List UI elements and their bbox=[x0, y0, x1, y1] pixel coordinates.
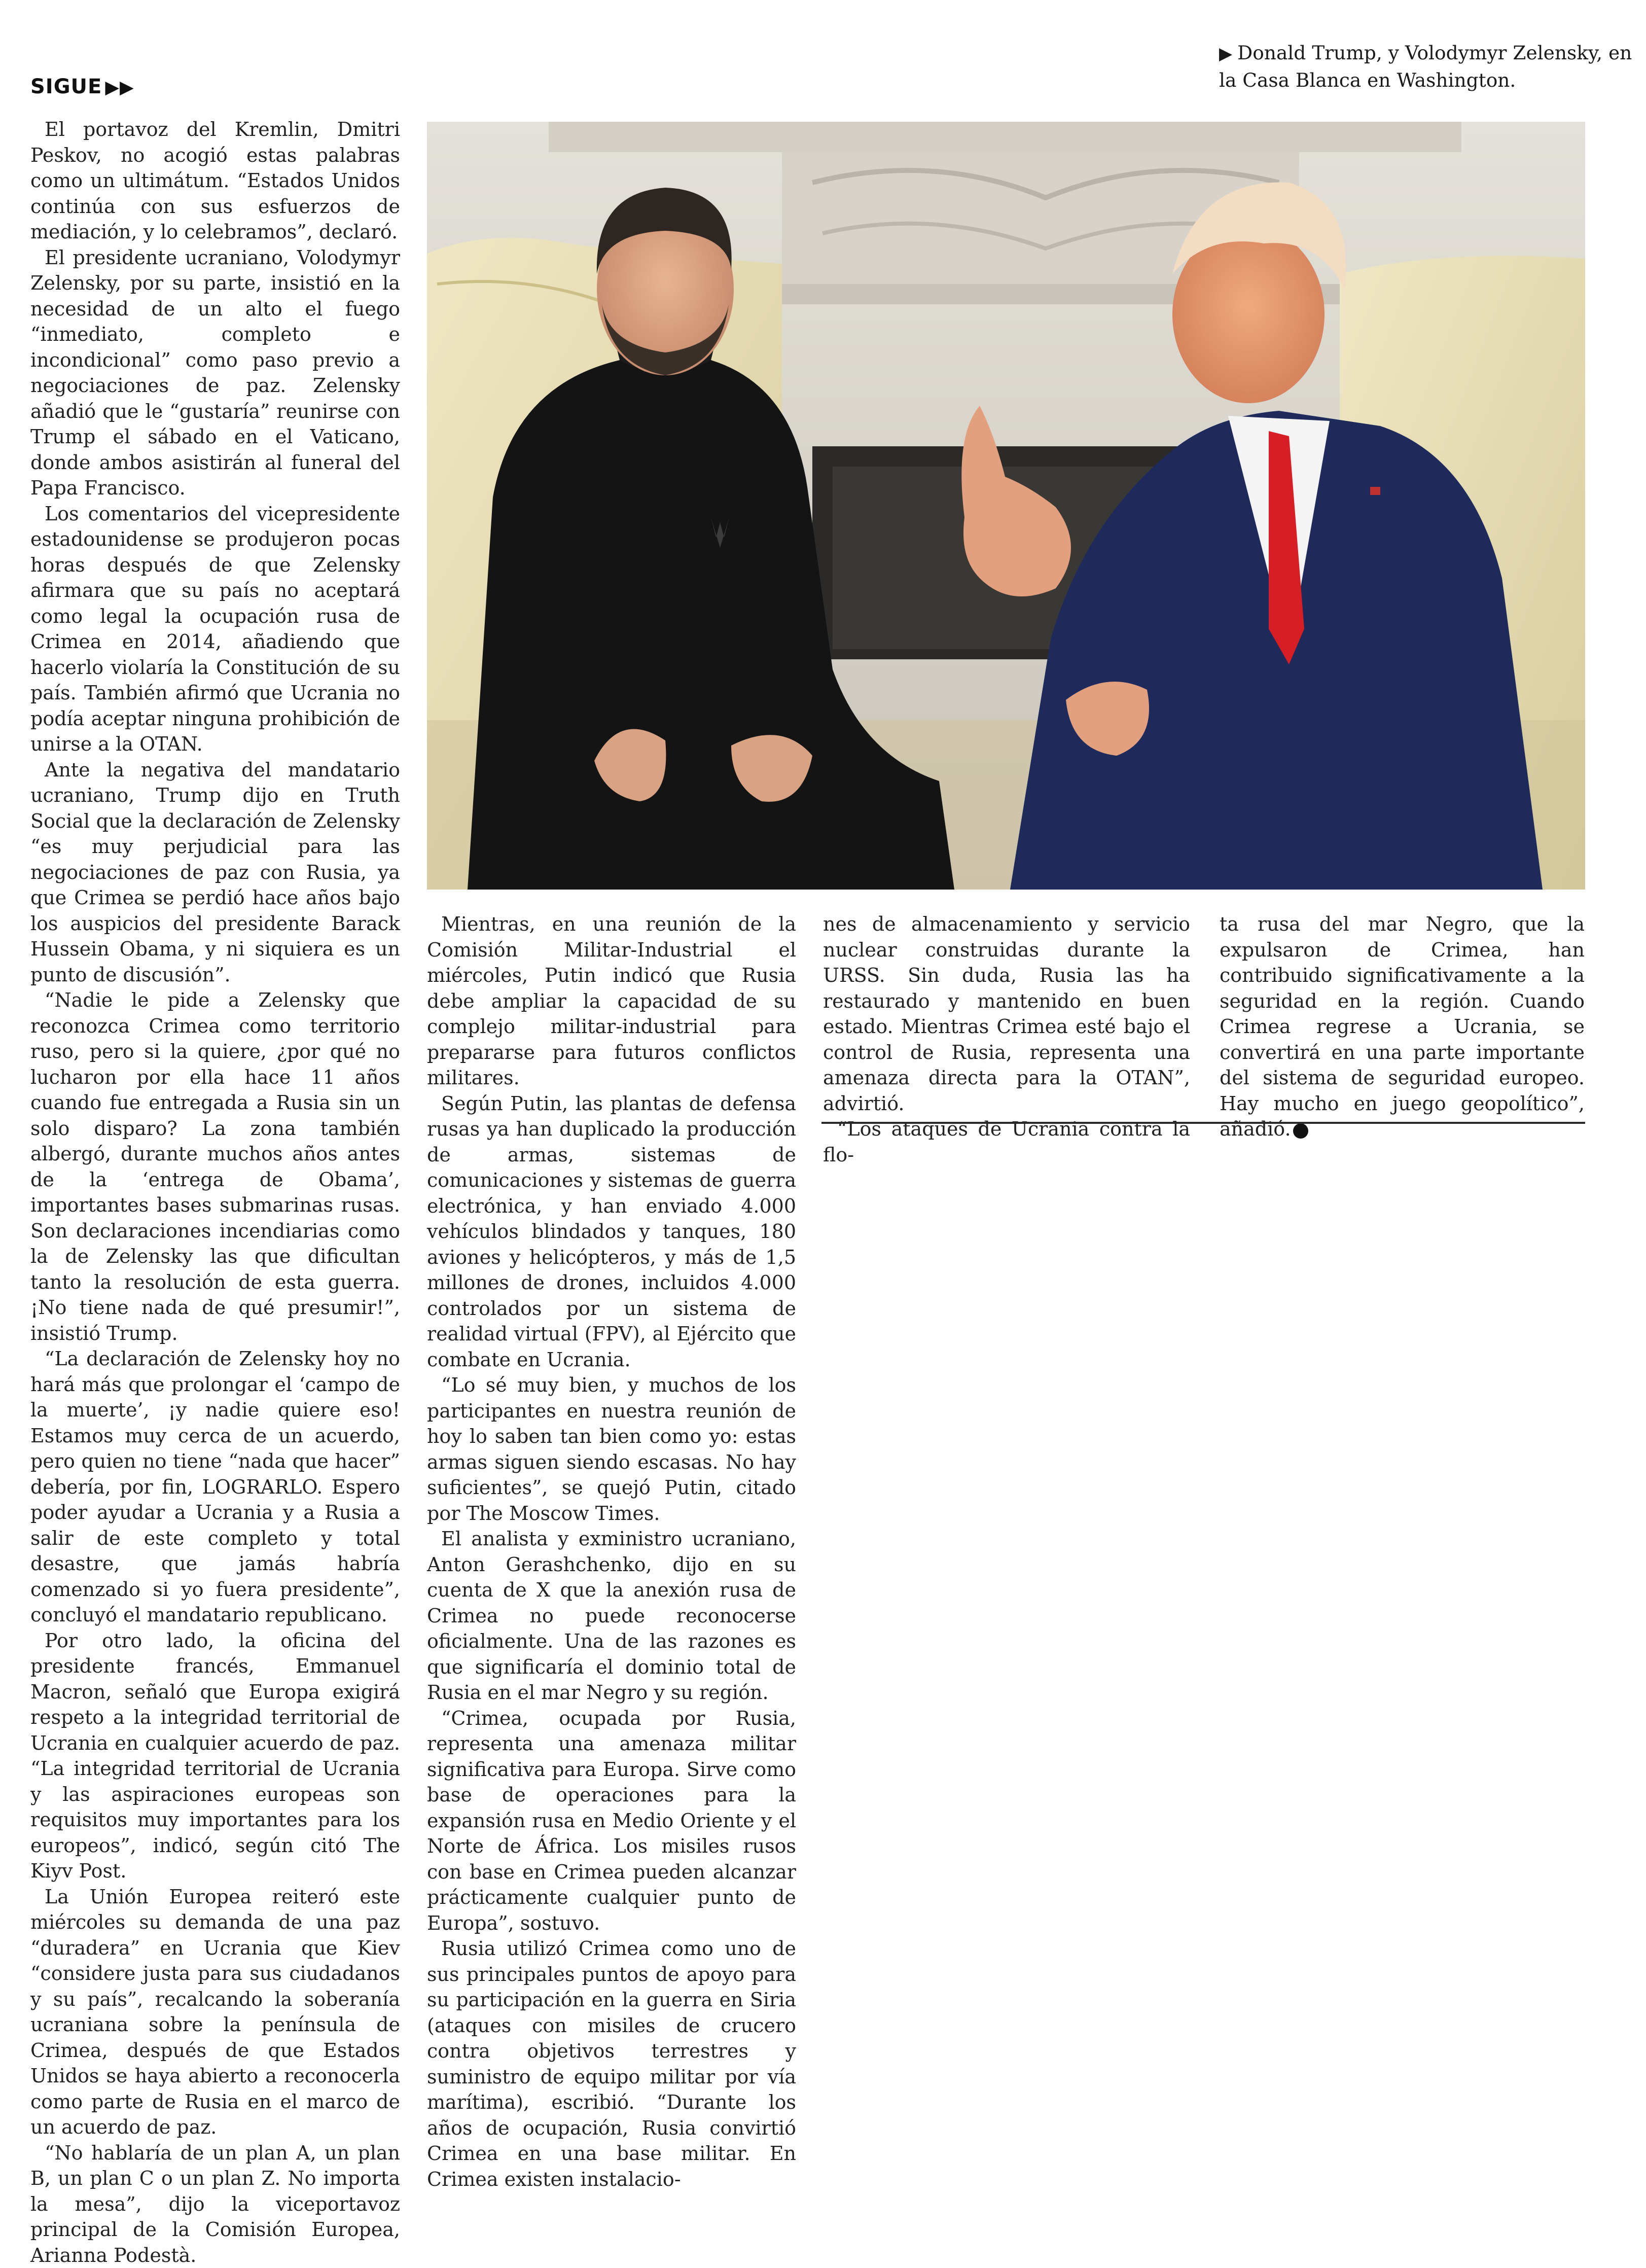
paragraph: “Lo sé muy bien, y muchos de los participantes en nuestra reunión de hoy lo saben tan bien como yo: estas armas siguen siendo escasas. No hay suficientes”, se quejó Putin, citado por The Moscow Times. bbox=[427, 1372, 796, 1526]
paragraph: El presidente ucraniano, Volodymyr Zelensky, por su parte, insistió en la necesidad de un alto el fuego “inmediato, completo e incondicional” como paso previo a negociaciones de paz. Zelensky añadió que le “gustaría” reunirse con Trump el sábado en el Vaticano, donde ambos asistirán al funeral del Papa Francisco. bbox=[30, 245, 400, 501]
flag-pin-icon bbox=[1370, 487, 1380, 495]
caption-text: Donald Trump, y Volodymyr Zelensky, en la Casa Blanca en Washington. bbox=[1219, 42, 1632, 91]
end-of-article-dot-icon bbox=[1293, 1123, 1308, 1139]
paragraph: El portavoz del Kremlin, Dmitri Peskov, no acogió estas palabras como un ultimátum. “Estados Unidos continúa con sus esfuerzos de mediación, y lo celebramos”, declaró. bbox=[30, 117, 400, 245]
paragraph: “Crimea, ocupada por Rusia, representa una amenaza militar significativa para Europa. Sirve como base de operaciones para la expansión rusa en Medio Oriente y el Norte de África. Los misiles rusos con base en Crimea pueden alcanzar prácticamente cualquier punto de Europa”, sostuvo. bbox=[427, 1706, 796, 1936]
paragraph: Ante la negativa del mandatario ucraniano, Trump dijo en Truth Social que la declaración de Zelensky “es muy perjudicial para las negociaciones de paz con Rusia, ya que Crimea se perdió hace años bajo los auspicios del presidente Barack Hussein Obama, y ni siquiera es un punto de discusión”. bbox=[30, 757, 400, 988]
closing-paragraph-text: ta rusa del mar Negro, que la expulsaron de Crimea, han contribuido significativamente a la seguridad en la región. Cuando Crimea regrese a Ucrania, se convertirá en una parte importante del sistema de seguridad europeo. Hay mucho en juego geopolítico”, añadió. bbox=[1220, 913, 1585, 1140]
paragraph: Los comentarios del vicepresidente estadounidense se produjeron pocas horas después de que Zelensky afirmara que su país no aceptará como legal la ocupación rusa de Crimea en 2014, añadiendo que hacerlo violaría la Constitución de su país. También afirmó que Ucrania no podía aceptar ninguna prohibición de unirse a la OTAN. bbox=[30, 501, 400, 757]
paragraph: “No hablaría de un plan A, un plan B, un plan C o un plan Z. No importa la mesa”, dijo la viceportavoz principal de la Comisión Europea, Arianna Podestà. bbox=[30, 2140, 400, 2268]
triangle-marker-icon: ▶ bbox=[1219, 44, 1232, 64]
paragraph: El analista y exministro ucraniano, Anton Gerashchenko, dijo en su cuenta de X que la anexión rusa de Crimea no puede reconocerse oficialmente. Una de las razones es que significaría el dominio total de Rusia en el mar Negro y su región. bbox=[427, 1526, 796, 1706]
double-arrow-icon: ▶▶ bbox=[105, 77, 134, 98]
paragraph: La Unión Europea reiteró este miércoles su demanda de una paz “duradera” en Ucrania que Kiev “considere justa para sus ciudadanos y su país”, recalcando la soberanía ucraniana sobre la península de Crimea, después de que Estados Unidos se haya abierto a reconocerla como parte de Rusia en el marco de un acuerdo de paz. bbox=[30, 1884, 400, 2140]
kicker-label: SIGUE bbox=[30, 75, 102, 98]
section-kicker bbox=[30, 75, 134, 98]
photo-illustration bbox=[427, 122, 1585, 890]
article-column-2 bbox=[427, 911, 796, 2192]
article-column-1 bbox=[30, 117, 400, 2268]
paragraph: Rusia utilizó Crimea como uno de sus principales puntos de apoyo para su participación en la guerra en Siria (ataques con misiles de crucero contra objetivos terrestres y suministro de equipo militar por vía marítima), escribió. “Durante los años de ocupación, Rusia convirtió Crimea en una base militar. En Crimea existen instalacio- bbox=[427, 1936, 796, 2192]
news-photo bbox=[427, 122, 1585, 890]
article-end-rule bbox=[821, 1122, 1585, 1124]
article-column-3 bbox=[823, 911, 1190, 1167]
photo-caption bbox=[1219, 40, 1640, 93]
paragraph: “Nadie le pide a Zelensky que reconozca Crimea como territorio ruso, pero si la quiere, ¿por qué no lucharon por ella hace 11 años cuando fue entregada a Rusia sin un solo disparo? La zona también albergó, durante muchos años antes de la ‘entrega de Obama’, importantes bases submarinas rusas. Son declaraciones incendiarias como la de Zelensky las que dificultan tanto la resolución de esta guerra. ¡No tiene nada de qué presumir!”, insistió Trump. bbox=[30, 987, 400, 1346]
article-column-4 bbox=[1220, 911, 1585, 1142]
paragraph: Mientras, en una reunión de la Comisión Militar-Industrial el miércoles, Putin indicó que Rusia debe ampliar la capacidad de su complejo militar-industrial para prepararse para futuros conflictos militares. bbox=[427, 911, 796, 1091]
paragraph: nes de almacenamiento y servicio nuclear construidas durante la URSS. Sin duda, Rusia las ha restaurado y mantenido en buen estado. Mientras Crimea esté bajo el control de Rusia, representa una amenaza directa para la OTAN”, advirtió. bbox=[823, 911, 1190, 1116]
paragraph: “La declaración de Zelensky hoy no hará más que prolongar el ‘campo de la muerte’, ¡y nadie quiere eso! Estamos muy cerca de un acuerdo, pero quien no tiene “nada que hacer” debería, por fin, LOGRARLO. Espero poder ayudar a Ucrania y a Rusia a salir de este completo y total desastre, que jamás habría comenzado si yo fuera presidente”, concluyó el mandatario republicano. bbox=[30, 1346, 400, 1628]
paragraph: Según Putin, las plantas de defensa rusas ya han duplicado la producción de armas, sistemas de comunicaciones y sistemas de guerra electrónica, y han enviado 4.000 vehículos blindados y tanques, 180 aviones y helicópteros, y más de 1,5 millones de drones, incluidos 4.000 controlados por un sistema de realidad virtual (FPV), al Ejército que combate en Ucrania. bbox=[427, 1091, 796, 1373]
paragraph: “Los ataques de Ucrania contra la flo- bbox=[823, 1116, 1190, 1167]
paragraph: Por otro lado, la oficina del presidente francés, Emmanuel Macron, señaló que Europa exigirá respeto a la integridad territorial de Ucrania en cualquier acuerdo de paz. “La integridad territorial de Ucrania y las aspiraciones europeas son requisitos muy importantes para los europeos”, indicó, según citó The Kiyv Post. bbox=[30, 1628, 400, 1884]
paragraph bbox=[1220, 911, 1585, 1142]
